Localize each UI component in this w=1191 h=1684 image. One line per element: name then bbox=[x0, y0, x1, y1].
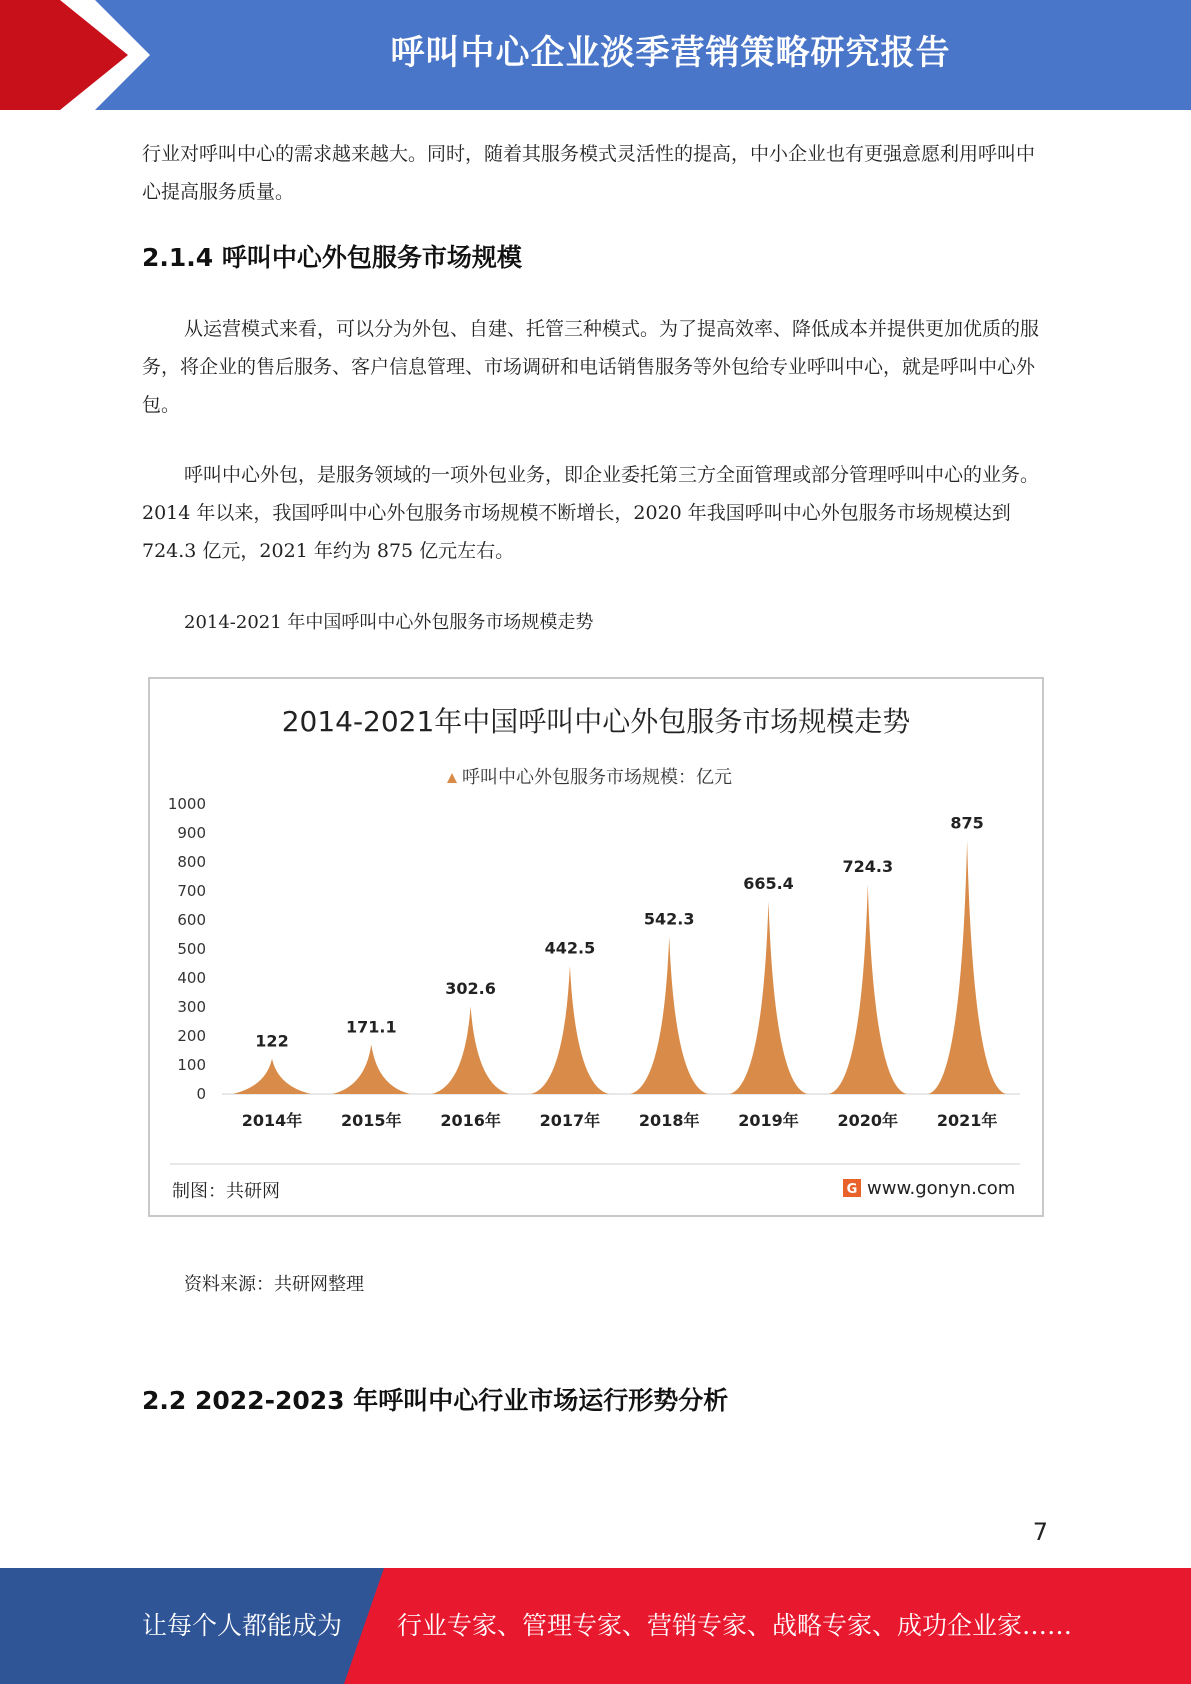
chart-peaks bbox=[233, 840, 1006, 1094]
y-tick-label: 400 bbox=[177, 969, 206, 987]
peak-mark bbox=[829, 884, 907, 1094]
value-label: 302.6 bbox=[445, 979, 496, 999]
header-arrow bbox=[0, 0, 140, 110]
y-tick-label: 600 bbox=[177, 911, 206, 929]
x-tick-label: 2017年 bbox=[539, 1111, 601, 1130]
x-axis bbox=[242, 1111, 998, 1130]
source-note: 资料来源：共研网整理 bbox=[184, 1274, 364, 1295]
y-tick-label: 700 bbox=[177, 882, 206, 900]
paragraph-market-size: 呼叫中心外包，是服务领域的一项外包业务，即企业委托第三方全面管理或部分管理呼叫中心的业务。2014 年以来，我国呼叫中心外包服务市场规模不断增长，2020 年我国呼叫中心外包服务市场规模达到 724.3 亿元，2021 年约为 875 亿元左右。 bbox=[142, 464, 1040, 562]
y-tick-label: 100 bbox=[177, 1056, 206, 1074]
chart-title: 2014-2021年中国呼叫中心外包服务市场规模走势 bbox=[281, 705, 911, 738]
intro-paragraph: 行业对呼叫中心的需求越来越大。同时，随着其服务模式灵活性的提高，中小企业也有更强意愿利用呼叫中心提高服务质量。 bbox=[142, 143, 1036, 203]
chart-svg bbox=[150, 679, 1042, 1215]
x-tick-label: 2014年 bbox=[241, 1111, 303, 1130]
value-label: 171.1 bbox=[345, 1017, 397, 1037]
chart-legend bbox=[447, 767, 732, 788]
x-tick-label: 2018年 bbox=[638, 1111, 700, 1130]
y-tick-label: 200 bbox=[177, 1027, 206, 1045]
page-number: 7 bbox=[1032, 1518, 1048, 1546]
peak-mark bbox=[730, 901, 808, 1094]
x-tick-label: 2021年 bbox=[936, 1111, 998, 1130]
peak-mark bbox=[233, 1059, 311, 1094]
peak-mark bbox=[332, 1044, 410, 1094]
logo-letter: G bbox=[846, 1182, 858, 1197]
value-label: 442.5 bbox=[544, 938, 596, 958]
gonyn-logo bbox=[843, 1179, 861, 1197]
peak-mark bbox=[432, 1006, 510, 1094]
legend-label: 呼叫中心外包服务市场规模：亿元 bbox=[462, 767, 732, 788]
x-tick-label: 2015年 bbox=[341, 1111, 402, 1130]
report-title: 呼叫中心企业淡季营销策略研究报告 bbox=[390, 33, 951, 73]
next-section-heading: 2.2 2022-2023 年呼叫中心行业市场运行形势分析 bbox=[142, 1386, 729, 1415]
chart-credit: 制图：共研网 bbox=[172, 1181, 280, 1202]
value-label: 875 bbox=[950, 813, 984, 833]
peak-mark bbox=[630, 937, 708, 1094]
footer-slogan-right: 行业专家、管理专家、营销专家、战略专家、成功企业家…… bbox=[397, 1611, 1073, 1640]
page-footer bbox=[0, 1568, 1191, 1684]
y-tick-label: 900 bbox=[177, 824, 206, 842]
x-tick-label: 2019年 bbox=[738, 1111, 799, 1130]
peak-mark bbox=[531, 966, 609, 1094]
y-tick-label: 300 bbox=[177, 998, 206, 1016]
page-header bbox=[0, 0, 1191, 110]
chart-source-url: www.gonyn.com bbox=[867, 1178, 1016, 1199]
value-label: 542.3 bbox=[643, 909, 695, 929]
market-size-chart bbox=[148, 677, 1044, 1217]
x-tick-label: 2020年 bbox=[837, 1111, 899, 1130]
value-label: 724.3 bbox=[842, 856, 894, 876]
y-axis bbox=[168, 795, 206, 1103]
value-label: 122 bbox=[255, 1031, 289, 1051]
y-tick-label: 800 bbox=[177, 853, 206, 871]
y-tick-label: 500 bbox=[177, 940, 206, 958]
footer-slogan-left: 让每个人都能成为 bbox=[142, 1611, 343, 1640]
paragraph-outsourcing-modes: 从运营模式来看，可以分为外包、自建、托管三种模式。为了提高效率、降低成本并提供更加优质的服务，将企业的售后服务、客户信息管理、市场调研和电话销售服务等外包给专业呼叫中心，就是呼叫中心外包。 bbox=[142, 318, 1040, 416]
peak-mark bbox=[928, 840, 1006, 1094]
figure-caption: 2014-2021 年中国呼叫中心外包服务市场规模走势 bbox=[184, 612, 594, 633]
y-tick-label: 1000 bbox=[167, 795, 206, 813]
y-tick-label: 0 bbox=[196, 1085, 206, 1103]
value-label: 665.4 bbox=[743, 874, 794, 894]
x-tick-label: 2016年 bbox=[440, 1111, 501, 1130]
legend-marker bbox=[447, 773, 457, 783]
section-heading: 2.1.4 呼叫中心外包服务市场规模 bbox=[142, 243, 522, 272]
